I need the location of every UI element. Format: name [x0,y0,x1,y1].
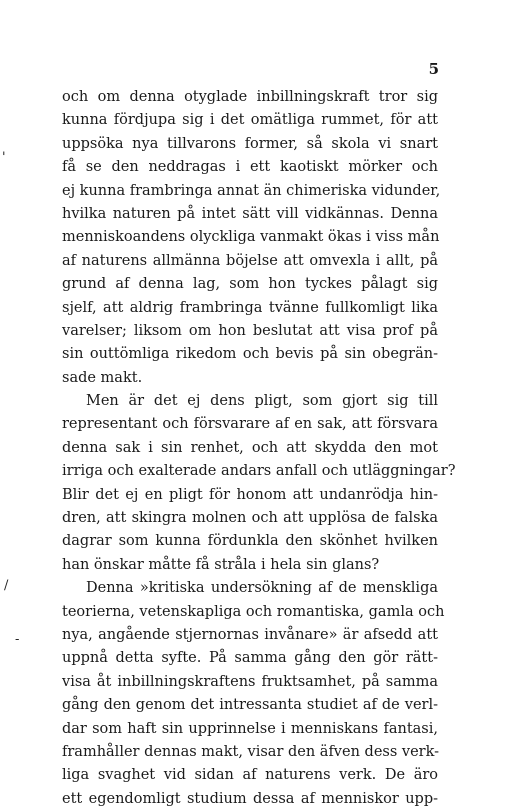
text-line: dagrar som kunna fördunkla den skönhet hvilken [62,533,438,550]
text-line: visa åt inbillningskraftens fruktsamhet, på samma [62,673,438,690]
text-line: ej kunna frambringa annat än chimeriska vidunder, [62,182,441,199]
text-line: Blir det ej en pligt för honom att undanrödja hin- [62,486,438,503]
page-number: 5 [428,60,439,78]
text-line: dar som haft sin upprinnelse i menniskans fantasi, [62,720,438,737]
text-line: sjelf, att aldrig frambringa tvänne fullkomligt lika [62,299,438,316]
text-line: representant och försvarare af en sak, att försvara [62,416,438,433]
text-line: irriga och exalterade andars anfall och utläggningar? [62,463,456,480]
text-line: kunna fördjupa sig i det omätliga rummet, för att [62,112,438,129]
text-line: hvilka naturen på intet sätt vill vidkännas. Denna [62,205,438,222]
text-line: sade makt. [62,369,143,386]
text-line: dren, att skingra molnen och att upplösa de falska [62,510,438,527]
text-line: få se den neddragas i ett kaotiskt mörker och [62,159,438,176]
body-text [62,86,456,811]
text-line: liga svaghet vid sidan af naturens verk. De äro [62,767,438,784]
text-line: denna sak i sin renhet, och att skydda den mot [62,439,438,456]
text-line: teorierna, vetenskapliga och romantiska, gamla och [62,603,445,620]
text-line: framhåller dennas makt, visar den äfven dess verk- [62,743,440,760]
text-line: Denna »kritiska undersökning af de menskliga [86,580,438,597]
text-line: uppnå detta syfte. På samma gång den gör rätt- [62,650,438,667]
margin-mark: ' [2,150,6,165]
text-line: af naturens allmänna böjelse att omvexla i allt, på [62,252,438,269]
text-line: grund af denna lag, som hon tyckes pålagt sig [62,276,438,293]
text-line: ett egendomligt studium dessa af menniskor upp- [62,790,438,807]
text-line: varelser; liksom om hon beslutat att visa prof på [62,322,438,339]
text-line: uppsöka nya tillvarons former, så skola vi snart [62,135,438,152]
text-line: sin outtömliga rikedom och bevis på sin obegrän- [62,346,438,363]
text-line: gång den genom det intressanta studiet af de verl- [62,697,438,714]
margin-mark: / [4,578,9,593]
text-line: Men är det ej dens pligt, som gjort sig till [86,393,438,410]
margin-mark: - [15,632,20,647]
text-line: han önskar måtte få stråla i hela sin glans? [62,556,380,573]
text-line: och om denna otyglade inbillningskraft tror sig [62,89,438,105]
text-line: menniskoandens olyckliga vanmakt ökas i viss mån [62,229,440,246]
text-line: nya, angående stjernornas invånare» är afsedd att [62,626,438,643]
